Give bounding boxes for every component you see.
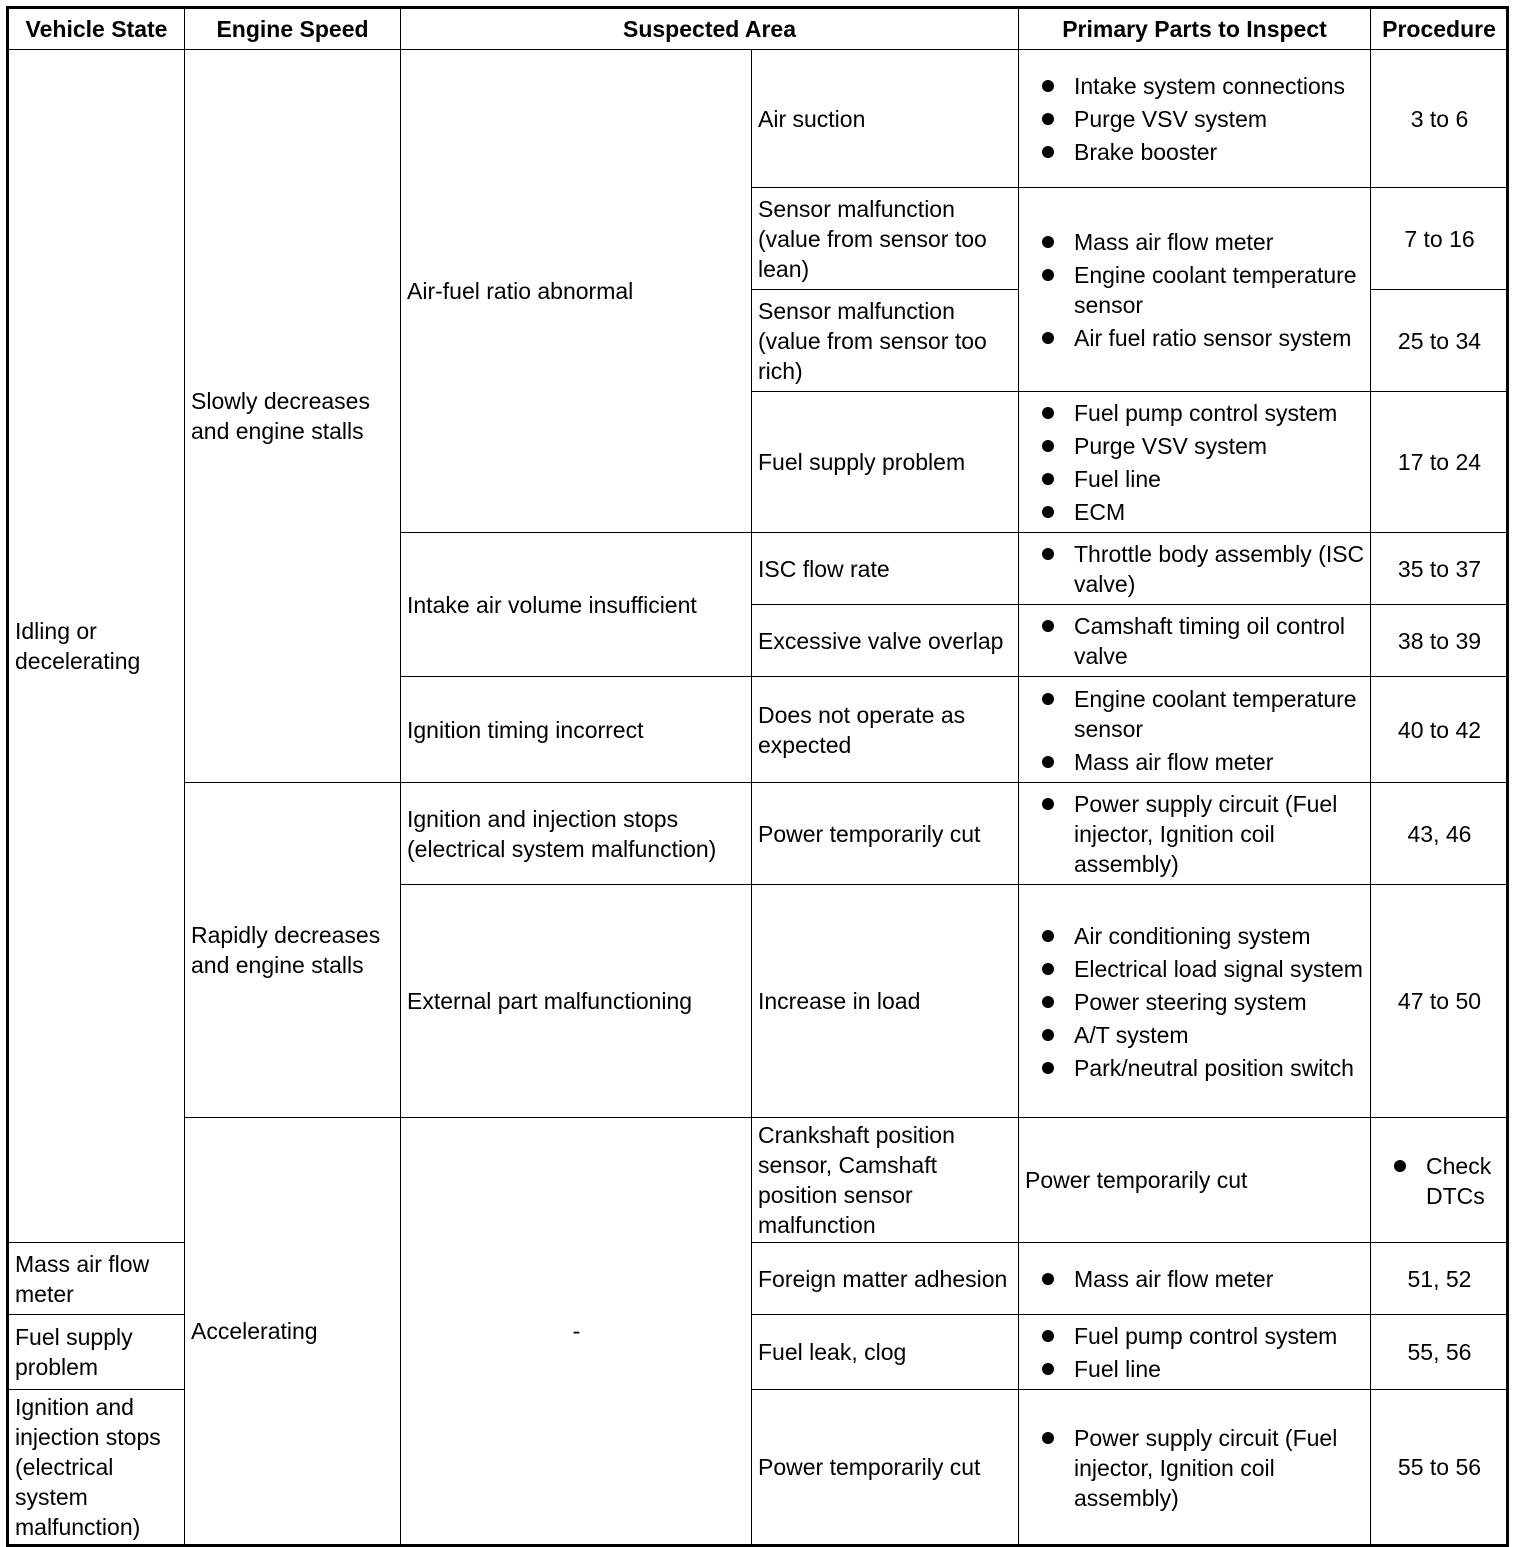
parts-cell — [1371, 1118, 1508, 1243]
parts-list-item-label: Electrical load signal system — [1074, 955, 1363, 982]
parts-list-item — [1025, 1321, 1365, 1351]
parts-list-item-label: A/T system — [1074, 1021, 1189, 1048]
parts-list — [1025, 398, 1365, 527]
procedure-cell: 17 to 24 — [1371, 392, 1508, 533]
suspected-area-cell: Mass air flow meter — [8, 1243, 185, 1315]
header-row — [8, 8, 1508, 50]
bullet-icon — [1042, 473, 1054, 485]
suspected-detail-cell: Excessive valve overlap — [752, 605, 1019, 677]
parts-list-item — [1025, 747, 1365, 777]
suspected-detail-cell: Increase in load — [752, 885, 1019, 1118]
header-engine-speed: Engine Speed — [185, 8, 401, 50]
parts-list-item — [1025, 260, 1365, 320]
parts-list-item — [1025, 684, 1365, 744]
parts-list-item — [1025, 323, 1365, 353]
parts-cell — [1019, 783, 1371, 885]
suspected-area-cell: Fuel supply problem — [8, 1315, 185, 1390]
procedure-cell: 7 to 16 — [1371, 188, 1508, 290]
procedure-cell: 38 to 39 — [1371, 605, 1508, 677]
parts-list-item-label: Power supply circuit (Fuel injector, Ignition coil assembly) — [1074, 791, 1338, 877]
bullet-icon — [1042, 332, 1054, 344]
parts-list — [1025, 684, 1365, 777]
engine-speed-cell: Slowly decreases and engine stalls — [185, 50, 401, 783]
suspected-detail-cell: ISC flow rate — [752, 533, 1019, 605]
parts-list-item — [1025, 71, 1365, 101]
suspected-detail-cell: Sensor malfunction (value from sensor too rich) — [752, 290, 1019, 392]
vehicle-state-cell: Idling or decelerating — [8, 50, 185, 1243]
parts-list — [1025, 71, 1365, 167]
bullet-icon — [1042, 407, 1054, 419]
parts-list-item-label: Check DTCs — [1426, 1152, 1492, 1209]
parts-cell — [1019, 677, 1371, 783]
bullet-icon — [1042, 80, 1054, 92]
bullet-icon — [1042, 756, 1054, 768]
engine-speed-cell: Rapidly decreases and engine stalls — [185, 783, 401, 1118]
parts-list-item-label: Fuel pump control system — [1074, 1323, 1338, 1349]
parts-list — [1025, 921, 1365, 1083]
suspected-detail-cell: Power temporarily cut — [1019, 1118, 1371, 1243]
bullet-icon — [1042, 693, 1054, 705]
parts-list-item — [1025, 921, 1365, 951]
parts-list-item-label: Engine coolant temperature sensor — [1074, 262, 1357, 318]
parts-list-item — [1025, 1354, 1365, 1384]
suspected-detail-cell: Fuel supply problem — [752, 392, 1019, 533]
bullet-icon — [1042, 1273, 1054, 1285]
suspected-area-cell: Intake air volume insufficient — [401, 533, 752, 677]
bullet-icon — [1042, 146, 1054, 158]
parts-cell — [1019, 392, 1371, 533]
parts-cell — [1019, 1243, 1371, 1315]
parts-list-item — [1025, 539, 1365, 599]
header-suspected-area: Suspected Area — [401, 8, 1019, 50]
suspected-detail-cell: Fuel leak, clog — [752, 1315, 1019, 1390]
parts-list-item-label: Fuel line — [1074, 1356, 1161, 1382]
parts-list-item — [1025, 497, 1365, 527]
parts-list-item — [1025, 104, 1365, 134]
parts-cell — [1019, 533, 1371, 605]
bullet-icon — [1042, 1062, 1054, 1074]
parts-list-item — [1025, 137, 1365, 167]
header-vehicle-state: Vehicle State — [8, 8, 185, 50]
suspected-area-cell: Ignition and injection stops (electrical system malfunction) — [8, 1390, 185, 1546]
troubleshooting-table — [6, 6, 1509, 1547]
parts-list-item-label: Air fuel ratio sensor system — [1074, 325, 1352, 351]
parts-list-item-label: Purge VSV system — [1074, 106, 1268, 132]
suspected-detail-cell: Power temporarily cut — [752, 783, 1019, 885]
header-primary-parts: Primary Parts to Inspect — [1019, 8, 1371, 50]
parts-cell — [1019, 605, 1371, 677]
bullet-icon — [1042, 1363, 1054, 1375]
suspected-area-cell: Crankshaft position sensor, Camshaft position sensor malfunction — [752, 1118, 1019, 1243]
bullet-icon — [1042, 440, 1054, 452]
bullet-icon — [1042, 113, 1054, 125]
procedure-cell: 25 to 34 — [1371, 290, 1508, 392]
parts-list — [1025, 539, 1365, 599]
parts-list-item — [1025, 1053, 1365, 1083]
parts-list-item-label: Intake system connections — [1074, 73, 1346, 99]
suspected-area-cell: Air-fuel ratio abnormal — [401, 50, 752, 533]
parts-list — [1377, 1151, 1502, 1211]
suspected-detail-cell: Sensor malfunction (value from sensor too lean) — [752, 188, 1019, 290]
parts-list-item — [1025, 789, 1365, 879]
parts-list-item — [1025, 1264, 1365, 1294]
bullet-icon — [1042, 1029, 1054, 1041]
bullet-icon — [1042, 930, 1054, 942]
parts-list-item-label: Fuel line — [1074, 466, 1161, 492]
parts-list-item-label: Mass air flow meter — [1074, 748, 1274, 775]
suspected-area-cell: External part malfunctioning — [401, 885, 752, 1118]
bullet-icon — [1394, 1160, 1406, 1172]
parts-list — [1025, 789, 1365, 879]
parts-list-item-label: Brake booster — [1074, 139, 1218, 165]
procedure-cell: 35 to 37 — [1371, 533, 1508, 605]
suspected-detail-cell: Does not operate as expected — [752, 677, 1019, 783]
parts-list-item — [1025, 431, 1365, 461]
parts-list — [1025, 611, 1365, 671]
parts-list — [1025, 1423, 1365, 1513]
parts-list — [1025, 1264, 1365, 1294]
bullet-icon — [1042, 620, 1054, 632]
parts-list-item-label: Air conditioning system — [1074, 922, 1311, 949]
suspected-detail-cell: Power temporarily cut — [752, 1390, 1019, 1546]
parts-list-item-label: Purge VSV system — [1074, 433, 1268, 459]
parts-list-item-label: Throttle body assembly (ISC valve) — [1074, 541, 1365, 597]
parts-cell — [1019, 1315, 1371, 1390]
bullet-icon — [1042, 996, 1054, 1008]
parts-list-item-label: Mass air flow meter — [1074, 229, 1274, 255]
parts-list-item — [1025, 227, 1365, 257]
engine-speed-cell: - — [401, 1118, 752, 1546]
bullet-icon — [1042, 1432, 1054, 1444]
parts-list-item — [1377, 1151, 1502, 1211]
suspected-area-cell: Ignition and injection stops (electrical system malfunction) — [401, 783, 752, 885]
parts-list-item-label: Power supply circuit (Fuel injector, Ignition coil assembly) — [1074, 1424, 1338, 1511]
parts-list-item — [1025, 611, 1365, 671]
table-row — [8, 783, 1508, 885]
vehicle-state-cell: Accelerating — [185, 1118, 401, 1546]
bullet-icon — [1042, 1330, 1054, 1342]
parts-list-item-label: Mass air flow meter — [1074, 1266, 1274, 1292]
procedure-cell: 47 to 50 — [1371, 885, 1508, 1118]
procedure-cell: 51, 52 — [1371, 1243, 1508, 1315]
parts-list-item — [1025, 987, 1365, 1017]
parts-list-item-label: ECM — [1074, 499, 1126, 525]
parts-list-item-label: Park/neutral position switch — [1074, 1054, 1354, 1081]
procedure-cell: 43, 46 — [1371, 783, 1508, 885]
header-procedure: Procedure — [1371, 8, 1508, 50]
procedure-cell: 55, 56 — [1371, 1315, 1508, 1390]
parts-cell — [1019, 50, 1371, 188]
bullet-icon — [1042, 269, 1054, 281]
table-row — [8, 50, 1508, 188]
parts-list-item — [1025, 1423, 1365, 1513]
parts-list-item-label: Engine coolant temperature sensor — [1074, 685, 1357, 742]
suspected-detail-cell: Air suction — [752, 50, 1019, 188]
bullet-icon — [1042, 506, 1054, 518]
procedure-cell: 40 to 42 — [1371, 677, 1508, 783]
bullet-icon — [1042, 236, 1054, 248]
bullet-icon — [1042, 548, 1054, 560]
parts-list-item — [1025, 954, 1365, 984]
bullet-icon — [1042, 798, 1054, 810]
parts-list-item-label: Power steering system — [1074, 988, 1307, 1015]
parts-list — [1025, 227, 1365, 353]
parts-list — [1025, 1321, 1365, 1384]
procedure-cell: 55 to 56 — [1371, 1390, 1508, 1546]
parts-list-item — [1025, 464, 1365, 494]
suspected-area-cell: Ignition timing incorrect — [401, 677, 752, 783]
parts-list-item — [1025, 1020, 1365, 1050]
parts-list-item-label: Fuel pump control system — [1074, 400, 1338, 426]
bullet-icon — [1042, 963, 1054, 975]
parts-cell — [1019, 885, 1371, 1118]
parts-cell — [1019, 1390, 1371, 1546]
parts-list-item — [1025, 398, 1365, 428]
parts-list-item-label: Camshaft timing oil control valve — [1074, 613, 1345, 669]
table-row — [8, 1118, 1508, 1243]
parts-cell — [1019, 188, 1371, 392]
procedure-cell: 3 to 6 — [1371, 50, 1508, 188]
suspected-detail-cell: Foreign matter adhesion — [752, 1243, 1019, 1315]
